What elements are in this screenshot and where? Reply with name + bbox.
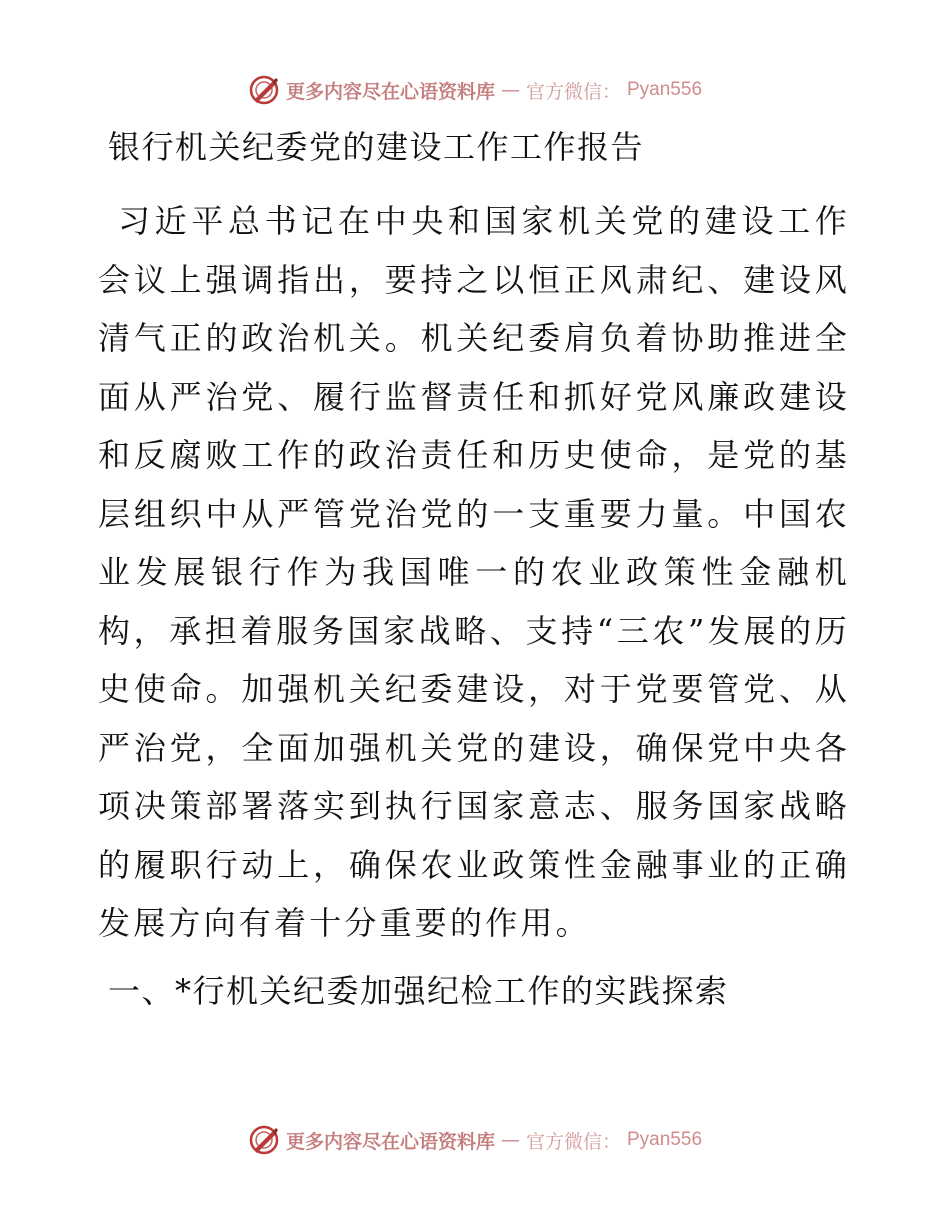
watermark-wechat-label: 官方微信：: [525, 80, 621, 103]
watermark-wechat-id: Pyan556: [627, 79, 703, 100]
pen-circle-logo-icon: [248, 1124, 280, 1156]
pen-circle-logo-icon: [248, 74, 280, 106]
watermark-brand-text: 更多内容尽在心语资料库: [285, 1130, 495, 1153]
document-title: 银行机关纪委党的建设工作工作报告: [108, 128, 645, 166]
section-heading: 一、*行机关纪委加强纪检工作的实践探索: [108, 972, 729, 1010]
watermark-brand-text: 更多内容尽在心语资料库: [285, 80, 495, 103]
watermark-dash: —: [500, 79, 520, 101]
watermark-header: [0, 74, 950, 106]
body-paragraph: 习近平总书记在中央和国家机关党的建设工作会议上强调指出，要持之以恒正风肃纪、建设风清气正的政治机关。机关纪委肩负着协助推进全面从严治党、履行监督责任和抓好党风廉政建设和反腐败工作的政治责任和历史使命，是党的基层组织中从严管党治党的一支重要力量。中国农业发展银行作为我国唯一的农业政策性金融机构，承担着服务国家战略、支持“三农”发展的历史使命。加强机关纪委建设，对于党要管党、从严治党，全面加强机关党的建设，确保党中央各项决策部署落实到执行国家意志、服务国家战略的履职行动上，确保农业政策性金融事业的正确发展方向有着十分重要的作用。: [98, 202, 850, 942]
watermark-dash: —: [500, 1129, 520, 1151]
watermark-footer: [0, 1124, 950, 1156]
watermark-wechat-id: Pyan556: [627, 1129, 703, 1150]
watermark-wechat-label: 官方微信：: [525, 1130, 621, 1153]
